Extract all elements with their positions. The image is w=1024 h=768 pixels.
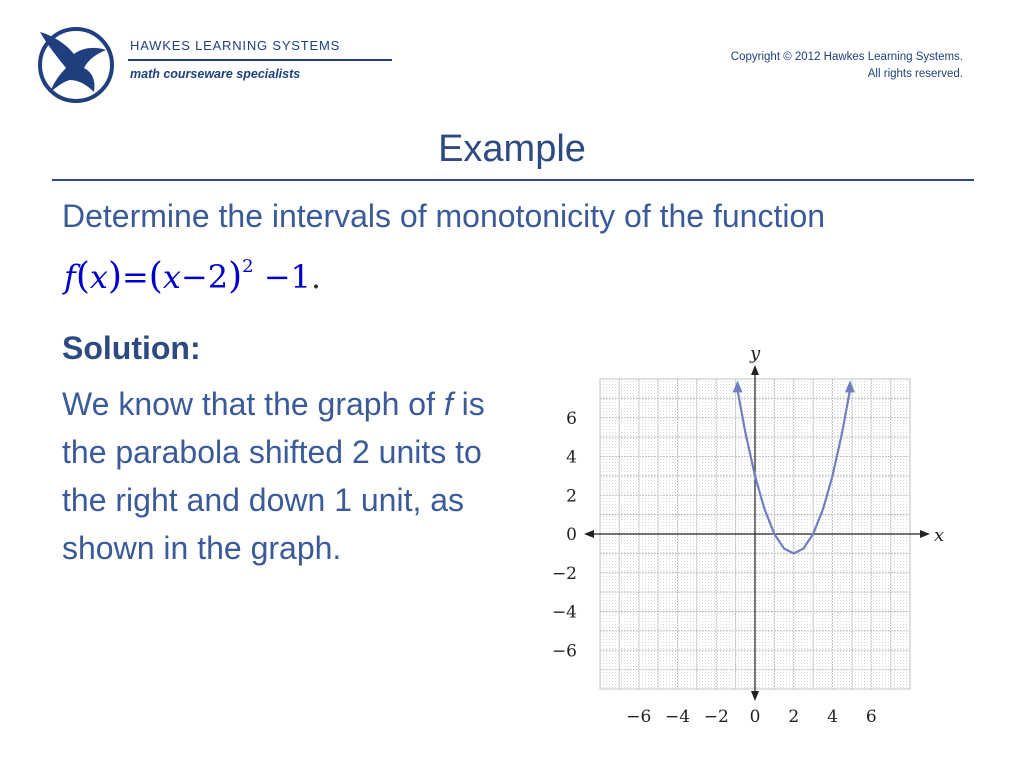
brand-divider — [128, 59, 392, 61]
solution-text-end: is the parabola shifted 2 units to the right and down 1 unit, as shown in the graph. — [62, 386, 485, 566]
copyright-notice — [731, 49, 963, 83]
problem-statement: Determine the intervals of monotonicity of the function — [62, 198, 826, 234]
solution-f: f — [443, 386, 453, 422]
eq-f: f — [64, 258, 76, 296]
y-tick-label: 0 — [566, 525, 577, 545]
eq-x-inner: x — [162, 258, 181, 296]
solution-text-start: We know that the graph of — [62, 386, 444, 422]
x-axis-label: x — [934, 525, 945, 546]
eq-equals: = — [121, 258, 149, 296]
y-tick-label: 6 — [566, 408, 577, 429]
y-tick-label: 4 — [566, 447, 577, 468]
x-tick-label: 0 — [749, 707, 761, 727]
x-tick-label: 2 — [788, 707, 800, 727]
x-tick-label: 4 — [827, 707, 838, 727]
eq-two: 2 — [207, 258, 229, 296]
brand-tagline: math courseware specialists — [130, 67, 301, 81]
y-tick-label: −2 — [551, 563, 577, 584]
y-axis-label: y — [750, 343, 761, 364]
y-tick-label: 2 — [566, 486, 577, 507]
x-tick-label: −6 — [626, 707, 652, 727]
y-tick-label: −6 — [551, 641, 577, 662]
slide-title: Example — [438, 128, 586, 170]
copyright-line: Copyright © 2012 Hawkes Learning Systems. — [730, 51, 963, 63]
solution-label: Solution: — [62, 330, 201, 366]
eq-one: 1 — [290, 258, 311, 296]
x-axis-arrow-right — [920, 530, 930, 538]
eq-minus-const: − — [263, 258, 291, 296]
x-tick-label: 6 — [865, 707, 877, 727]
title-divider — [52, 179, 974, 181]
eq-period: . — [310, 258, 322, 296]
eq-x: x — [89, 258, 108, 296]
hawk-logo — [36, 26, 118, 104]
x-tick-label: −2 — [703, 707, 729, 727]
rights-line: All rights reserved. — [867, 68, 963, 80]
eq-exponent: 2 — [242, 256, 254, 278]
y-axis-arrow-up — [751, 365, 759, 375]
y-tick-label: −4 — [551, 602, 577, 623]
brand-name: HAWKES LEARNING SYSTEMS — [130, 38, 341, 53]
function-equation: $f(x)=(x-2)^2 -1$. — [64, 256, 322, 297]
parabola-graph — [540, 338, 950, 738]
x-tick-label: −4 — [664, 707, 691, 727]
solution-text — [62, 380, 532, 572]
y-axis-arrow-down — [751, 691, 759, 701]
eq-minus: − — [180, 258, 208, 296]
x-axis-arrow-left — [584, 530, 594, 538]
